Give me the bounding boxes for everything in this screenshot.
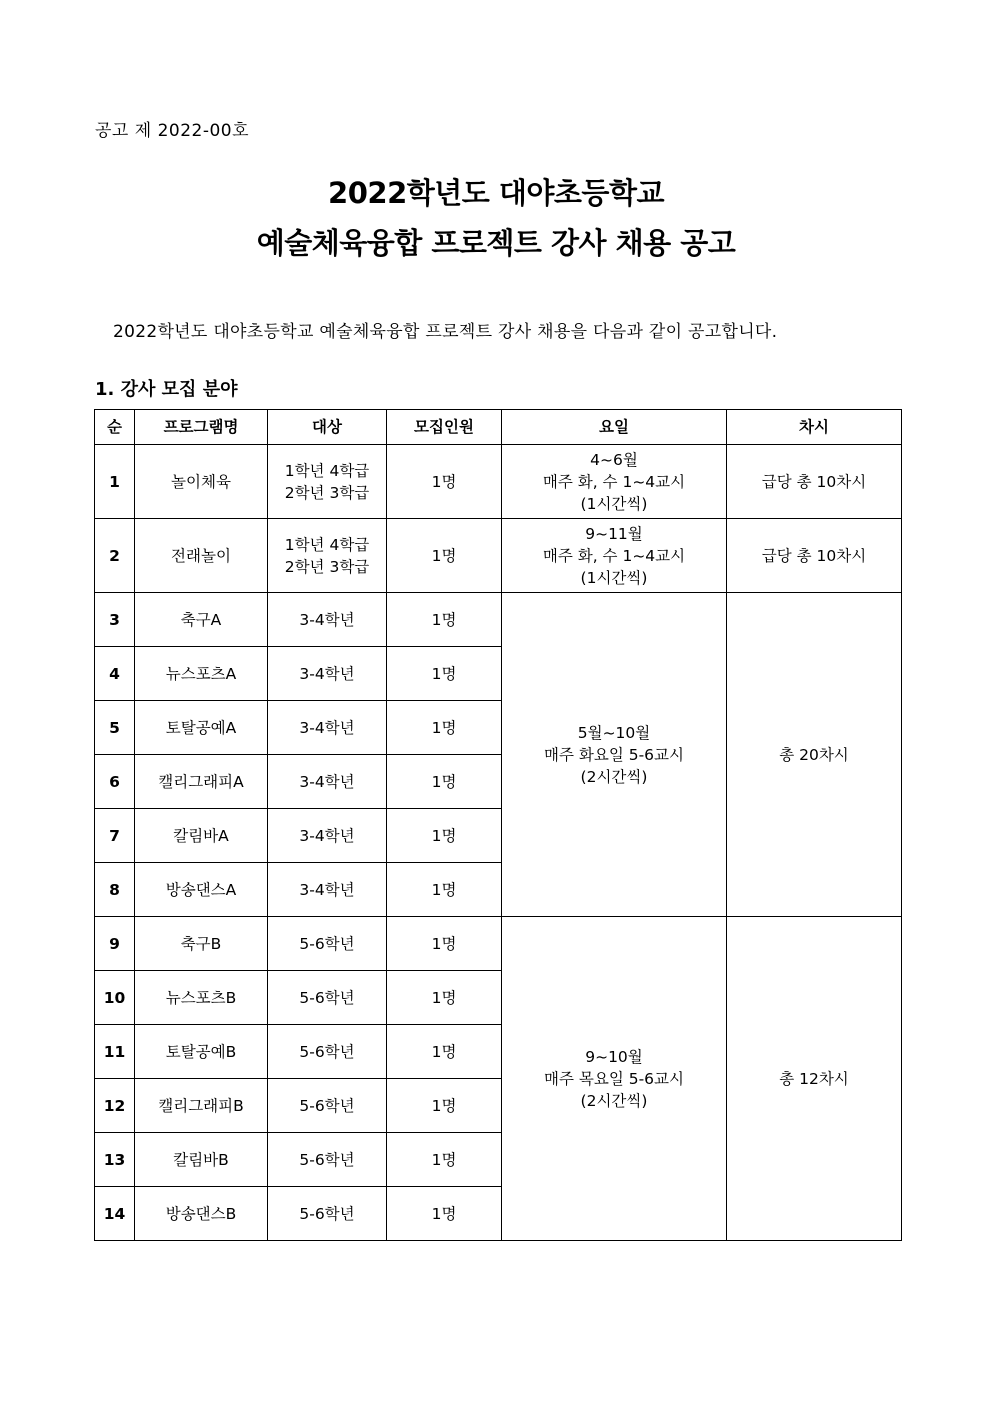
row-program: 뉴스포츠B — [135, 971, 268, 1025]
row-program: 칼림바A — [135, 809, 268, 863]
row-count: 1명 — [387, 445, 502, 519]
row-count: 1명 — [387, 863, 502, 917]
row-program: 축구B — [135, 917, 268, 971]
row-target: 3-4학년 — [268, 809, 387, 863]
row-count: 1명 — [387, 1187, 502, 1241]
row-target: 5-6학년 — [268, 1187, 387, 1241]
row-sessions: 급당 총 10차시 — [727, 519, 902, 593]
header-no: 순 — [95, 410, 135, 445]
row-count: 1명 — [387, 1079, 502, 1133]
row-program: 캘리그래피B — [135, 1079, 268, 1133]
row-program: 칼림바B — [135, 1133, 268, 1187]
row-no: 10 — [95, 971, 135, 1025]
row-schedule: 4~6월 매주 화, 수 1~4교시 (1시간씩) — [502, 445, 727, 519]
row-no: 6 — [95, 755, 135, 809]
row-sessions: 급당 총 10차시 — [727, 445, 902, 519]
row-count: 1명 — [387, 1025, 502, 1079]
row-count: 1명 — [387, 971, 502, 1025]
row-program: 방송댄스A — [135, 863, 268, 917]
row-no: 1 — [95, 445, 135, 519]
row-target: 3-4학년 — [268, 647, 387, 701]
header-schedule: 요일 — [502, 410, 727, 445]
row-target: 5-6학년 — [268, 917, 387, 971]
header-sessions: 차시 — [727, 410, 902, 445]
row-schedule: 9~11월 매주 화, 수 1~4교시 (1시간씩) — [502, 519, 727, 593]
row-no: 5 — [95, 701, 135, 755]
row-count: 1명 — [387, 755, 502, 809]
row-program: 토탈공예B — [135, 1025, 268, 1079]
row-count: 1명 — [387, 701, 502, 755]
table-header-row — [95, 410, 902, 445]
group-a-sessions: 총 20차시 — [727, 593, 902, 917]
table-row — [95, 593, 902, 647]
row-target: 5-6학년 — [268, 1079, 387, 1133]
row-no: 11 — [95, 1025, 135, 1079]
row-program: 토탈공예A — [135, 701, 268, 755]
row-target: 1학년 4학급 2학년 3학급 — [268, 519, 387, 593]
row-program: 놀이체육 — [135, 445, 268, 519]
row-target: 3-4학년 — [268, 863, 387, 917]
row-no: 2 — [95, 519, 135, 593]
row-no: 13 — [95, 1133, 135, 1187]
group-b-schedule: 9~10월 매주 목요일 5-6교시 (2시간씩) — [502, 917, 727, 1241]
row-target: 5-6학년 — [268, 1133, 387, 1187]
row-target: 3-4학년 — [268, 701, 387, 755]
table-row — [95, 917, 902, 971]
row-no: 12 — [95, 1079, 135, 1133]
recruitment-table — [94, 409, 902, 1241]
row-target: 1학년 4학급 2학년 3학급 — [268, 445, 387, 519]
row-no: 8 — [95, 863, 135, 917]
header-program: 프로그램명 — [135, 410, 268, 445]
row-count: 1명 — [387, 809, 502, 863]
row-program: 뉴스포츠A — [135, 647, 268, 701]
row-count: 1명 — [387, 917, 502, 971]
row-count: 1명 — [387, 593, 502, 647]
row-count: 1명 — [387, 647, 502, 701]
group-b-sessions: 총 12차시 — [727, 917, 902, 1241]
document-title-line1: 2022학년도 대야초등학교 — [328, 176, 664, 210]
row-program: 전래놀이 — [135, 519, 268, 593]
table-row — [95, 519, 902, 593]
header-count: 모집인원 — [387, 410, 502, 445]
intro-paragraph: 2022학년도 대야초등학교 예술체육융합 프로젝트 강사 채용을 다음과 같이 공고합니다. — [113, 322, 778, 342]
row-count: 1명 — [387, 1133, 502, 1187]
row-count: 1명 — [387, 519, 502, 593]
row-target: 3-4학년 — [268, 755, 387, 809]
row-program: 축구A — [135, 593, 268, 647]
header-target: 대상 — [268, 410, 387, 445]
row-program: 방송댄스B — [135, 1187, 268, 1241]
notice-number: 공고 제 2022-00호 — [95, 121, 250, 141]
row-no: 7 — [95, 809, 135, 863]
row-no: 14 — [95, 1187, 135, 1241]
row-program: 캘리그래피A — [135, 755, 268, 809]
table-row — [95, 445, 902, 519]
document-title-line2: 예술체육융합 프로젝트 강사 채용 공고 — [256, 226, 736, 260]
row-no: 4 — [95, 647, 135, 701]
group-a-schedule: 5월~10월 매주 화요일 5-6교시 (2시간씩) — [502, 593, 727, 917]
row-no: 9 — [95, 917, 135, 971]
row-target: 3-4학년 — [268, 593, 387, 647]
row-no: 3 — [95, 593, 135, 647]
section-heading: 1. 강사 모집 분야 — [95, 379, 238, 400]
row-target: 5-6학년 — [268, 1025, 387, 1079]
row-target: 5-6학년 — [268, 971, 387, 1025]
